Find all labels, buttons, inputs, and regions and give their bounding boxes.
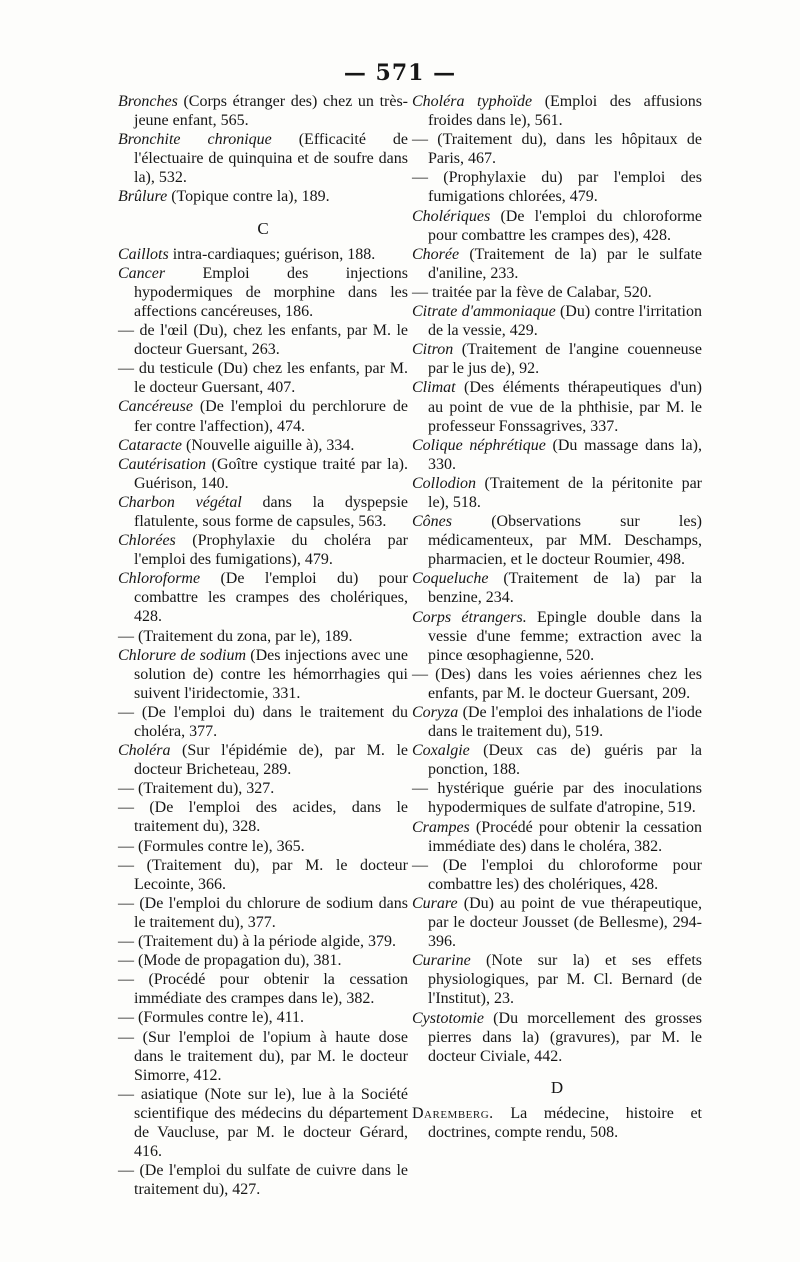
entry-term: Citron [412,341,454,359]
index-entry [118,493,408,531]
entry-text: (De l'emploi du perchlorure de fer contre l'affection), 474. [134,398,408,435]
entry-text: — (Procédé pour obtenir la cessation immédiate des crampes dans le), 382. [118,971,408,1008]
entry-text: — de l'œil (Du), chez les enfants, par M. le docteur Guersant, 263. [118,322,408,359]
entry-text: dans la dyspepsie flatulente, sous forme de capsules, 563. [134,493,408,530]
index-entry [412,130,702,168]
entry-text: (Deux cas de) guéris par la ponction, 188. [428,742,702,779]
entry-text: (Goître cystique traité par la). Guérison, 140. [134,455,408,492]
index-entry [412,92,702,130]
index-entry [118,92,408,130]
entry-term: Caillots [118,245,169,263]
entry-text: (Topique contre la), 189. [167,188,330,206]
entry-text: — (Formules contre le), 411. [118,1009,305,1027]
index-entry [118,359,408,397]
section-letter: C [257,218,269,238]
entry-text: (Observations sur les) médicamenteux, par MM. Deschamps, pharmacien, et le docteur Roumier, 498. [428,513,702,569]
entry-text: (Traitement de la) par la benzine, 234. [428,570,702,607]
index-entry [118,455,408,493]
index-entry [118,245,408,264]
left-column [118,92,408,1199]
index-entry [412,283,702,302]
index-entry [412,436,702,474]
index-entry [118,951,408,970]
index-entry [412,818,702,856]
index-entry [118,397,408,435]
entry-text: (Note sur la) et ses effets physiologiques, par M. Cl. Bernard (de l'Institut), 23. [428,952,702,1008]
entry-term: Cônes [412,513,452,531]
entry-text: — du testicule (Du) chez les enfants, par M. le docteur Guersant, 407. [118,360,408,397]
entry-term: Chloroforme [118,570,201,588]
index-entry [412,302,702,340]
index-entry [118,1008,408,1027]
index-entry [412,1009,702,1066]
index-entry [412,608,702,665]
entry-text: — (De l'emploi des acides, dans le traitement du), 328. [118,799,408,836]
index-entry [118,321,408,359]
index-entry [118,970,408,1008]
entry-text: (Efficacité de l'électuaire de quinquina et de soufre dans la), 532. [134,131,408,187]
index-entry [118,856,408,894]
index-entry [118,798,408,836]
entry-term: Choléra typhoïde [412,93,533,110]
entry-text: — (De l'emploi du chloroforme pour combattre les) des cholériques, 428. [412,856,702,893]
entry-term: Chlorure de sodium [118,646,246,664]
entry-text: (Corps étranger des) chez un très-jeune enfant, 565. [134,93,408,130]
entry-text: — (Des) dans les voies aériennes chez les enfants, par M. le docteur Guersant, 209. [412,665,702,702]
index-entry [118,932,408,951]
index-entry [412,340,702,378]
entry-text: — (Formules contre le), 365. [118,837,305,855]
entry-text: — (De l'emploi du chlorure de sodium dans le traitement du), 377. [118,894,408,931]
index-entry [118,187,408,206]
entry-term: Cancer [118,264,166,282]
index-entry [118,837,408,856]
entry-text: — hystérique guérie par des inoculations hypodermiques de sulfate d'atropine, 519. [412,780,702,817]
entry-term: Chorée [412,245,460,263]
index-entry [118,1085,408,1161]
entry-term: Brûlure [118,188,168,206]
entry-term: Bronches [118,93,178,110]
entry-text: — (Traitement du) à la période algide, 379. [118,933,396,951]
entry-text: — (Sur l'emploi de l'opium à haute dose dans le traitement du), par M. le docteur Simorre, 412. [118,1028,408,1084]
entry-text: (Nouvelle aiguille à), 334. [182,436,355,454]
index-entry [412,512,702,569]
index-entry [412,1104,702,1142]
index-entry [412,207,702,245]
index-entry [118,1028,408,1085]
entry-text: (Du massage dans la), 330. [428,436,702,473]
index-entry [412,569,702,607]
entry-text: — (Prophylaxie du) par l'emploi des fumigations chlorées, 479. [412,169,702,206]
entry-text: (Des éléments thérapeutiques d'un) au point de vue de la phthisie, par M. le professeur Fonssagrives, 337. [428,379,702,435]
index-entry [118,569,408,626]
entry-text: (Du morcellement des grosses pierres dans la) (gravures), par M. le docteur Civiale, 442. [428,1009,702,1065]
entry-text: — (Traitement du), 327. [118,780,275,798]
index-entry [118,531,408,569]
entry-text: (De l'emploi du chloroforme pour combattre les crampes des), 428. [428,207,702,244]
index-entry [118,436,408,455]
entry-text: La médecine, histoire et doctrines, compte rendu, 508. [428,1104,702,1141]
index-entry [412,703,702,741]
entry-term: Curarine [412,952,471,970]
entry-text: — (Mode de propagation du), 381. [118,952,342,970]
entry-text: (Sur l'épidémie de), par M. le docteur Bricheteau, 289. [134,742,408,779]
entry-term: Chlorées [118,532,176,550]
entry-text: (Du) au point de vue thérapeutique, par le docteur Jousset (de Bellesme), 294-396. [428,894,702,951]
entry-term: Colique néphrétique [412,436,546,454]
entry-term: Curare [412,894,458,912]
entry-text: (Prophylaxie du choléra par l'emploi des fumigations), 479. [134,532,408,569]
entry-term: Citrate d'ammoniaque [412,303,556,321]
index-entry [118,741,408,779]
entry-text: (Traitement de l'angine couenneuse par le jus de), 92. [428,341,702,378]
entry-text: — (Traitement du zona, par le), 189. [118,627,353,645]
index-entry [412,741,702,779]
right-column [412,92,702,1142]
index-entry [412,474,702,512]
entry-term: Bronchite chronique [118,131,272,149]
entry-text: Epingle double dans la vessie d'une femme; extraction avec la pince œsophagienne, 520. [428,608,703,664]
index-entry [118,779,408,798]
entry-term: Cataracte [118,436,182,454]
entry-term: Collodion [412,474,477,492]
index-entry [118,646,408,703]
index-entry [118,130,408,187]
index-entry [118,894,408,932]
index-entry [118,1161,408,1199]
section-letter: D [550,1077,564,1097]
entry-text: — traitée par la fève de Calabar, 520. [412,283,652,301]
entry-term: Cholériques [412,207,491,225]
index-entry [412,378,702,435]
index-entry [412,168,702,206]
entry-text: (Emploi des affusions froides dans le), 561. [428,93,702,130]
entry-term: Coryza [412,704,459,721]
entry-term: Corps étrangers. [412,608,527,626]
entry-term: Coxalgie [412,742,470,760]
entry-term: Choléra [118,742,171,760]
index-entry [412,951,702,1008]
entry-term: Cystotomie [412,1009,484,1027]
entry-text: (Procédé pour obtenir la cessation immédiate des) dans le choléra, 382. [428,818,702,855]
entry-text: — (Traitement du), dans les hôpitaux de Paris, 467. [412,131,702,168]
entry-text: (Du) contre l'irritation de la vessie, 429. [428,303,702,340]
index-entry [412,665,702,703]
index-entry [118,703,408,741]
entry-text: (De l'emploi du) pour combattre les crampes des cholériques, 428. [134,570,408,626]
entry-text: intra-cardiaques; guérison, 188. [168,245,376,263]
entry-term: Cautérisation [118,455,207,473]
index-entry [118,264,408,321]
entry-term: Coqueluche [412,570,489,588]
entry-term: Daremberg. [412,1104,494,1122]
entry-text: — asiatique (Note sur le), lue à la Société scientifique des médecins du département de Vaucluse, par M. le docteur Gérard, 416. [118,1085,408,1161]
entry-text: (Traitement de la) par le sulfate d'aniline, 233. [428,245,702,282]
entry-term: Climat [412,379,456,397]
index-entry [412,856,702,894]
entry-term: Charbon végétal [118,493,242,511]
entry-text: — (De l'emploi du) dans le traitement du choléra, 377. [118,703,408,740]
entry-text: — (Traitement du), par M. le docteur Lecointe, 366. [118,856,408,893]
page-number: — 571 — [343,60,457,86]
entry-text: (Des injections avec une solution de) contre les hémorrhagies qui suivent l'iridectomie, 331. [134,646,409,702]
entry-text: — (De l'emploi du sulfate de cuivre dans le traitement du), 427. [118,1162,408,1199]
index-entry [412,894,702,951]
index-entry [118,627,408,646]
entry-term: Cancéreuse [118,398,193,416]
index-entry [412,779,702,817]
entry-text: (Traitement de la péritonite par le), 518. [428,474,702,511]
entry-term: Crampes [412,818,470,836]
entry-text: Emploi des injections hypodermiques de morphine dans les affections cancéreuses, 186. [134,264,408,320]
index-entry [412,245,702,283]
entry-text: (De l'emploi des inhalations de l'iode dans le traitement du), 519. [428,704,702,741]
